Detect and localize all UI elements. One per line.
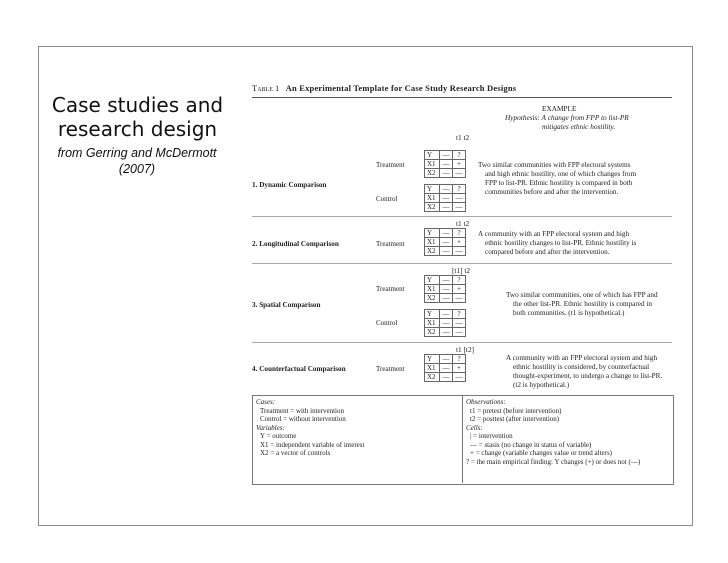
grid-row — [425, 194, 466, 203]
grid-row — [425, 294, 466, 303]
grid-cell: — — [440, 364, 453, 373]
grid-cell: X1 — [425, 285, 440, 294]
legend-entry: X1 = independent variable of interest — [260, 440, 365, 449]
grid-cell: Y — [425, 310, 440, 319]
grid-cell: X2 — [425, 247, 440, 256]
legend-entry: X2 = a vector of controls — [260, 449, 331, 457]
row-divider — [252, 342, 672, 343]
grid-cell: — — [440, 238, 453, 247]
description-line: both communities. (t1 is hypothetical.) — [513, 309, 625, 317]
description-line: Two similar communities, one of which has FPP and — [506, 291, 658, 299]
slide-subtitle — [37, 145, 237, 177]
research-design-table — [252, 80, 677, 495]
grid-cell: — — [453, 294, 466, 303]
grid-cell: Y — [425, 151, 440, 160]
grid-cell: Y — [425, 185, 440, 194]
legend-entry: — = stasis (no change in status of variable) — [470, 440, 592, 449]
grid-row — [425, 285, 466, 294]
grid-cell: + — [453, 364, 466, 373]
cell-grid-treatment — [424, 275, 466, 303]
legend-entry: Y = outcome — [260, 432, 297, 440]
grid-row — [425, 185, 466, 194]
grid-cell: X2 — [425, 169, 440, 178]
description-line: compared before and after the intervention. — [485, 248, 610, 256]
grid-cell: — — [453, 169, 466, 178]
grid-cell: + — [453, 285, 466, 294]
comparison-description — [506, 291, 706, 318]
cell-grid-control — [424, 184, 466, 212]
grid-cell: X1 — [425, 364, 440, 373]
description-line: A community with an FPP electoral system and high — [478, 230, 630, 238]
grid-cell: X2 — [425, 203, 440, 212]
grid-cell: — — [453, 203, 466, 212]
legend-entry: Control = without intervention — [260, 415, 346, 423]
slide-subtitle-line: from Gerring and McDermott — [57, 146, 217, 160]
hypothesis-line: Hypothesis: A change from FPP to list-PR — [505, 113, 629, 122]
grid-row — [425, 160, 466, 169]
grid-cell: ? — [453, 185, 466, 194]
row-divider — [252, 263, 672, 264]
cell-grid-treatment — [424, 228, 466, 256]
grid-row — [425, 319, 466, 328]
grid-cell: ? — [453, 276, 466, 285]
grid-row — [425, 203, 466, 212]
slide-title-line: research design — [57, 117, 218, 141]
group-label: Treatment — [376, 285, 405, 293]
grid-cell: — — [440, 229, 453, 238]
group-label: Control — [376, 195, 398, 203]
grid-cell: — — [440, 328, 453, 337]
grid-cell: ? — [453, 355, 466, 364]
comparison-name: 1. Dynamic Comparison — [252, 181, 327, 189]
grid-cell: — — [453, 319, 466, 328]
grid-cell: — — [440, 276, 453, 285]
grid-cell: X1 — [425, 319, 440, 328]
description-line: ethnic hostility changes to list-PR. Ethnic hostility is — [485, 239, 637, 247]
description-line: A community with an FPP electoral system and high — [506, 354, 658, 362]
grid-cell: — — [440, 160, 453, 169]
grid-cell: ? — [453, 229, 466, 238]
grid-row — [425, 364, 466, 373]
description-line: communities before and after the intervention. — [485, 188, 619, 196]
grid-cell: Y — [425, 355, 440, 364]
grid-cell: X2 — [425, 373, 440, 382]
table-title: An Experimental Template for Case Study Research Designs — [285, 83, 517, 93]
cell-grid-treatment — [424, 354, 466, 382]
grid-row — [425, 169, 466, 178]
description-line: the other list-PR. Ethnic hostility is compared in — [513, 300, 652, 308]
legend-entry: Treatment = with intervention — [260, 406, 344, 415]
t-header: t1 t2 — [456, 133, 470, 142]
legend-entry: ? = the main empirical finding: Y changes (+) or does not (—) — [466, 457, 641, 466]
grid-row — [425, 276, 466, 285]
t-header: t1 t2 — [456, 219, 470, 228]
grid-cell: X2 — [425, 294, 440, 303]
grid-cell: X1 — [425, 238, 440, 247]
group-label: Control — [376, 319, 398, 327]
cell-grid-control — [424, 309, 466, 337]
grid-cell: Y — [425, 229, 440, 238]
grid-cell: — — [440, 310, 453, 319]
grid-cell: — — [440, 285, 453, 294]
grid-cell: — — [440, 203, 453, 212]
legend-heading: Observations: — [466, 398, 506, 406]
comparison-name: 3. Spatial Comparison — [252, 301, 321, 309]
table-heading — [252, 84, 516, 93]
grid-row — [425, 151, 466, 160]
comparison-name: 2. Longitudinal Comparison — [252, 240, 339, 248]
hypothesis-line: mitigates ethnic hostility. — [542, 122, 616, 131]
grid-cell: ? — [453, 151, 466, 160]
grid-cell: X1 — [425, 160, 440, 169]
example-label: EXAMPLE — [542, 104, 577, 113]
grid-cell: — — [440, 247, 453, 256]
description-line: thought-experiment, to undergo a change to list-PR. — [513, 372, 663, 380]
group-label: Treatment — [376, 161, 405, 169]
grid-cell: — — [453, 194, 466, 203]
grid-cell: X1 — [425, 194, 440, 203]
t-header: [t1] t2 — [452, 266, 471, 275]
legend-cases-variables — [256, 398, 364, 458]
table-label: Table 1 — [252, 83, 280, 93]
legend-observations-cells — [466, 398, 640, 466]
grid-row — [425, 229, 466, 238]
grid-cell: — — [440, 294, 453, 303]
grid-cell: — — [453, 247, 466, 256]
slide-subtitle-line: (2007) — [118, 162, 156, 176]
grid-row — [425, 373, 466, 382]
description-line: and high ethnic hostility, one of which changes from — [485, 170, 637, 178]
grid-cell: X2 — [425, 328, 440, 337]
grid-cell: — — [453, 373, 466, 382]
grid-row — [425, 328, 466, 337]
row-divider — [252, 216, 672, 217]
slide-title — [40, 93, 235, 141]
grid-cell: — — [440, 194, 453, 203]
legend-divider — [462, 395, 463, 483]
description-line: (t2 is hypothetical.) — [513, 381, 570, 389]
grid-cell: — — [440, 185, 453, 194]
grid-row — [425, 247, 466, 256]
grid-cell: — — [440, 169, 453, 178]
comparison-description — [506, 354, 706, 390]
legend-entry: + = change (variable changes value or trend alters) — [470, 449, 612, 457]
grid-row — [425, 238, 466, 247]
slide-title-line: Case studies and — [51, 93, 224, 117]
grid-row — [425, 310, 466, 319]
legend-heading: Cells: — [466, 423, 483, 432]
cell-grid-treatment — [424, 150, 466, 178]
group-label: Treatment — [376, 240, 405, 248]
legend-entry: t2 = posttest (after intervention) — [470, 415, 560, 423]
grid-cell: — — [440, 151, 453, 160]
grid-cell: + — [453, 160, 466, 169]
legend-entry: t1 = pretest (before intervention) — [470, 406, 562, 415]
grid-cell: Y — [425, 276, 440, 285]
comparison-description — [478, 230, 678, 257]
grid-cell: — — [440, 373, 453, 382]
description-line: FPP to list-PR. Ethnic hostility is compared in both — [485, 179, 633, 187]
legend-entry: | = intervention — [470, 432, 513, 440]
grid-cell: — — [440, 355, 453, 364]
grid-cell: — — [440, 319, 453, 328]
description-line: ethnic hostility is considered, by counterfactual — [513, 363, 650, 371]
legend-heading: Variables: — [256, 423, 285, 432]
grid-row — [425, 355, 466, 364]
legend-heading: Cases: — [256, 398, 276, 406]
top-rule — [252, 97, 672, 98]
t-header: t1 [t2] — [456, 345, 475, 354]
comparison-description — [478, 161, 678, 197]
description-line: Two similar communities with FPP electoral systems — [478, 161, 631, 169]
grid-cell: + — [453, 238, 466, 247]
group-label: Treatment — [376, 365, 405, 373]
grid-cell: — — [453, 328, 466, 337]
grid-cell: ? — [453, 310, 466, 319]
comparison-name: 4. Counterfactual Comparison — [252, 365, 346, 373]
